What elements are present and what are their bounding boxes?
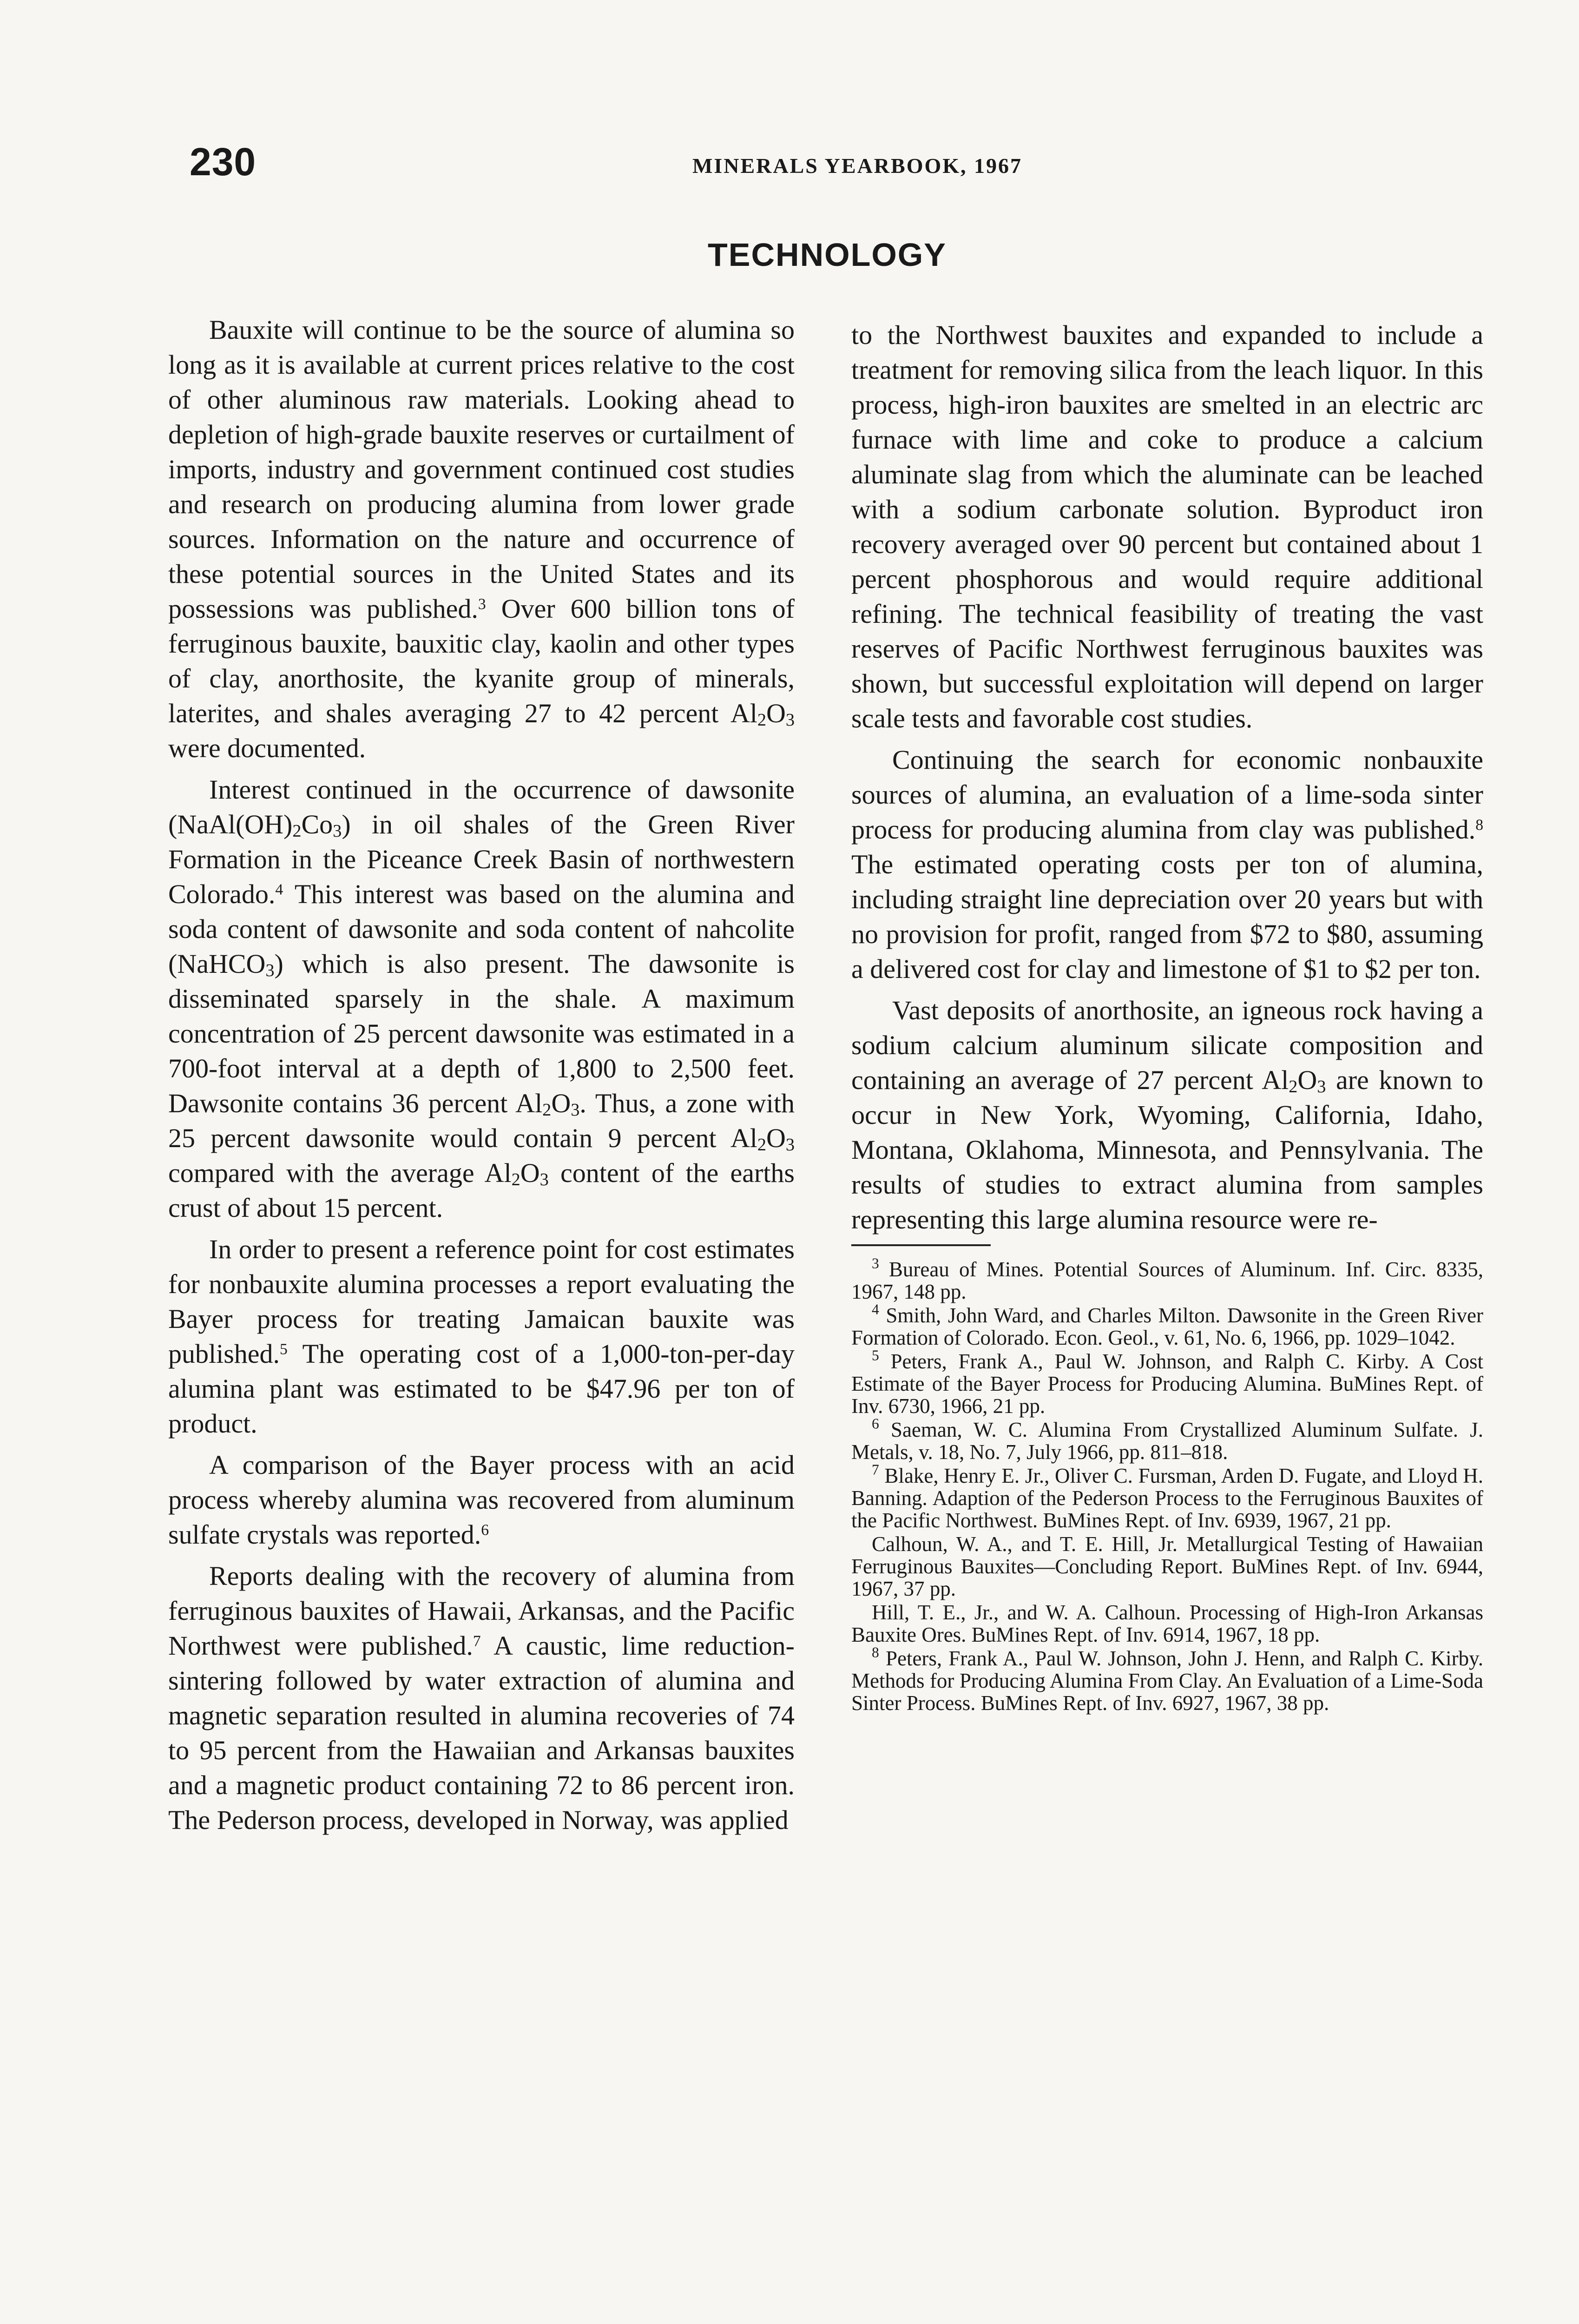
footnote-ref: 3 — [478, 595, 486, 613]
paragraph: Bauxite will continue to be the source of alumina so long as it is available at current prices relative to the cost of other aluminous raw materials. Looking ahead to depletion of high-grade bauxite reserves or curtailment of imports, industry and government continued cost studies and research on producing alumina from lower grade sources. Information on the nature and occurrence of these potential sources in the United States and its possessions was published.$^3$ Over 600 billion tons of ferruginous bauxite, bauxitic clay, kaolin and other types of clay, anorthosite, the kyanite group of minerals, laterites, and shales averaging 27 to 42 percent $Al_2O_3$ were documented. — [168, 315, 795, 763]
section-title: TECHNOLOGY — [708, 237, 947, 273]
footnote-ref: 5 — [280, 1340, 288, 1358]
footnote: Hill, T. E., Jr., and W. A. Calhoun. Processing of High-Iron Arkansas Bauxite Ores. BuMines Rept. of Inv. 6914, 1967, 18 pp. — [851, 1601, 1483, 1646]
running-head: MINERALS YEARBOOK, 1967 — [692, 154, 1023, 178]
left-column — [168, 312, 795, 1844]
footnotes — [851, 1255, 1484, 1715]
paragraph: A comparison of the Bayer process with an acid process whereby alumina was recovered from aluminum sulfate crystals was reported.$^6$ — [168, 1450, 795, 1550]
paragraph: Continuing the search for economic nonbauxite sources of alumina, an evaluation of a lime-soda sinter process for producing alumina from clay was published.$^8$ The estimated operating costs per ton of alumina, including straight line depreciation over 20 years but with no provision for profit, ranged from $72 to $80, assuming a delivered cost for clay and limestone of $1 to $2 per ton. — [851, 745, 1483, 984]
footnote: $^7$ Blake, Henry E. Jr., Oliver C. Fursman, Arden D. Fugate, and Lloyd H. Banning. Adaption of the Pederson Process to the Ferruginous Bauxites of the Pacific Northwest. BuMines Rept. of Inv. 6939, 1967, 21 pp. — [851, 1461, 1483, 1532]
paragraph: Interest continued in the occurrence of dawsonite $(NaAl(OH)_2Co_3)$ in oil shales of the Green River Formation in the Piceance Creek Basin of northwestern Colorado.$^4$ This interest was based on the alumina and soda content of dawsonite and soda content of nahcolite (NaHCO$_3$) which is also present. The dawsonite is disseminated sparsely in the shale. A maximum concentration of 25 percent dawsonite was estimated in a 700-foot interval at a depth of 1,800 to 2,500 feet. Dawsonite contains 36 percent $Al_2O_3$. Thus, a zone with 25 percent dawsonite would contain 9 percent $Al_2O_3$ compared with the average $Al_2O_3$ content of the earths crust of about 15 percent. — [168, 774, 795, 1223]
paragraph: Reports dealing with the recovery of alumina from ferruginous bauxites of Hawaii, Arkansas, and the Pacific Northwest were published.$^7$ A caustic, lime reduction-sintering followed by water extraction of alumina and magnetic separation resulted in alumina recoveries of 74 to 95 percent from the Hawaiian and Arkansas bauxites and a magnetic product containing 72 to 86 percent iron. The Pederson process, developed in Norway, was applied — [168, 1561, 795, 1835]
footnote-ref: 4 — [275, 881, 283, 898]
right-column — [851, 317, 1483, 1716]
footnote-ref: 8 — [1475, 816, 1483, 834]
paragraph: In order to present a reference point for cost estimates for nonbauxite alumina processes a report evaluating the Bayer process for treating Jamaican bauxite was published.$^5$ The operating cost of a 1,000-ton-per-day alumina plant was estimated to be $47.96 per ton of product. — [168, 1234, 795, 1439]
footnote: $^8$ Peters, Frank A., Paul W. Johnson, John J. Henn, and Ralph C. Kirby. Methods for Producing Alumina From Clay. An Evaluation of a Lime-Soda Sinter Process. BuMines Rept. of Inv. 6927, 1967, 38 pp. — [851, 1644, 1483, 1715]
footnote: $^6$ Saeman, W. C. Alumina From Crystallized Aluminum Sulfate. J. Metals, v. 18, No. 7, July 1966, pp. 811–818. — [851, 1415, 1483, 1464]
footnote: $^4$ Smith, John Ward, and Charles Milton. Dawsonite in the Green River Formation of Colorado. Econ. Geol., v. 61, No. 6, 1966, pp. 1029–1042. — [851, 1301, 1484, 1349]
paragraph: Vast deposits of anorthosite, an igneous rock having a sodium calcium aluminum silicate composition and containing an average of 27 percent $Al_2O_3$ are known to occur in New York, Wyoming, California, Idaho, Montana, Oklahoma, Minnesota, and Pennsylvania. The results of studies to extract alumina from samples representing this large alumina resource were re- — [851, 995, 1483, 1235]
page-number: 230 — [190, 140, 257, 184]
footnote: $^5$ Peters, Frank A., Paul W. Johnson, and Ralph C. Kirby. A Cost Estimate of the Bayer Process for Producing Alumina. BuMines Rept. of Inv. 6730, 1966, 21 pp. — [851, 1347, 1484, 1418]
footnote-ref: 7 — [473, 1632, 481, 1650]
footnote: Calhoun, W. A., and T. E. Hill, Jr. Metallurgical Testing of Hawaiian Ferruginous Bauxites—Concluding Report. BuMines Rept. of Inv. 6944, 1967, 37 pp. — [851, 1532, 1483, 1600]
footnote-ref: 6 — [481, 1521, 489, 1539]
footnote: $^3$ Bureau of Mines. Potential Sources of Aluminum. Inf. Circ. 8335, 1967, 148 pp. — [851, 1255, 1484, 1303]
paragraph: to the Northwest bauxites and expanded to include a treatment for removing silica from the leach liquor. In this process, high-iron bauxites are smelted in an electric arc furnace with lime and coke to produce a calcium aluminate slag from which the aluminate can be leached with a sodium carbonate solution. Byproduct iron recovery averaged over 90 percent but contained about 1 percent phosphorous and would require additional refining. The technical feasibility of treating the vast reserves of Pacific Northwest ferruginous bauxites was shown, but successful exploitation will depend on larger scale tests and favorable cost studies. — [851, 320, 1483, 733]
footnote-divider — [851, 1244, 991, 1246]
